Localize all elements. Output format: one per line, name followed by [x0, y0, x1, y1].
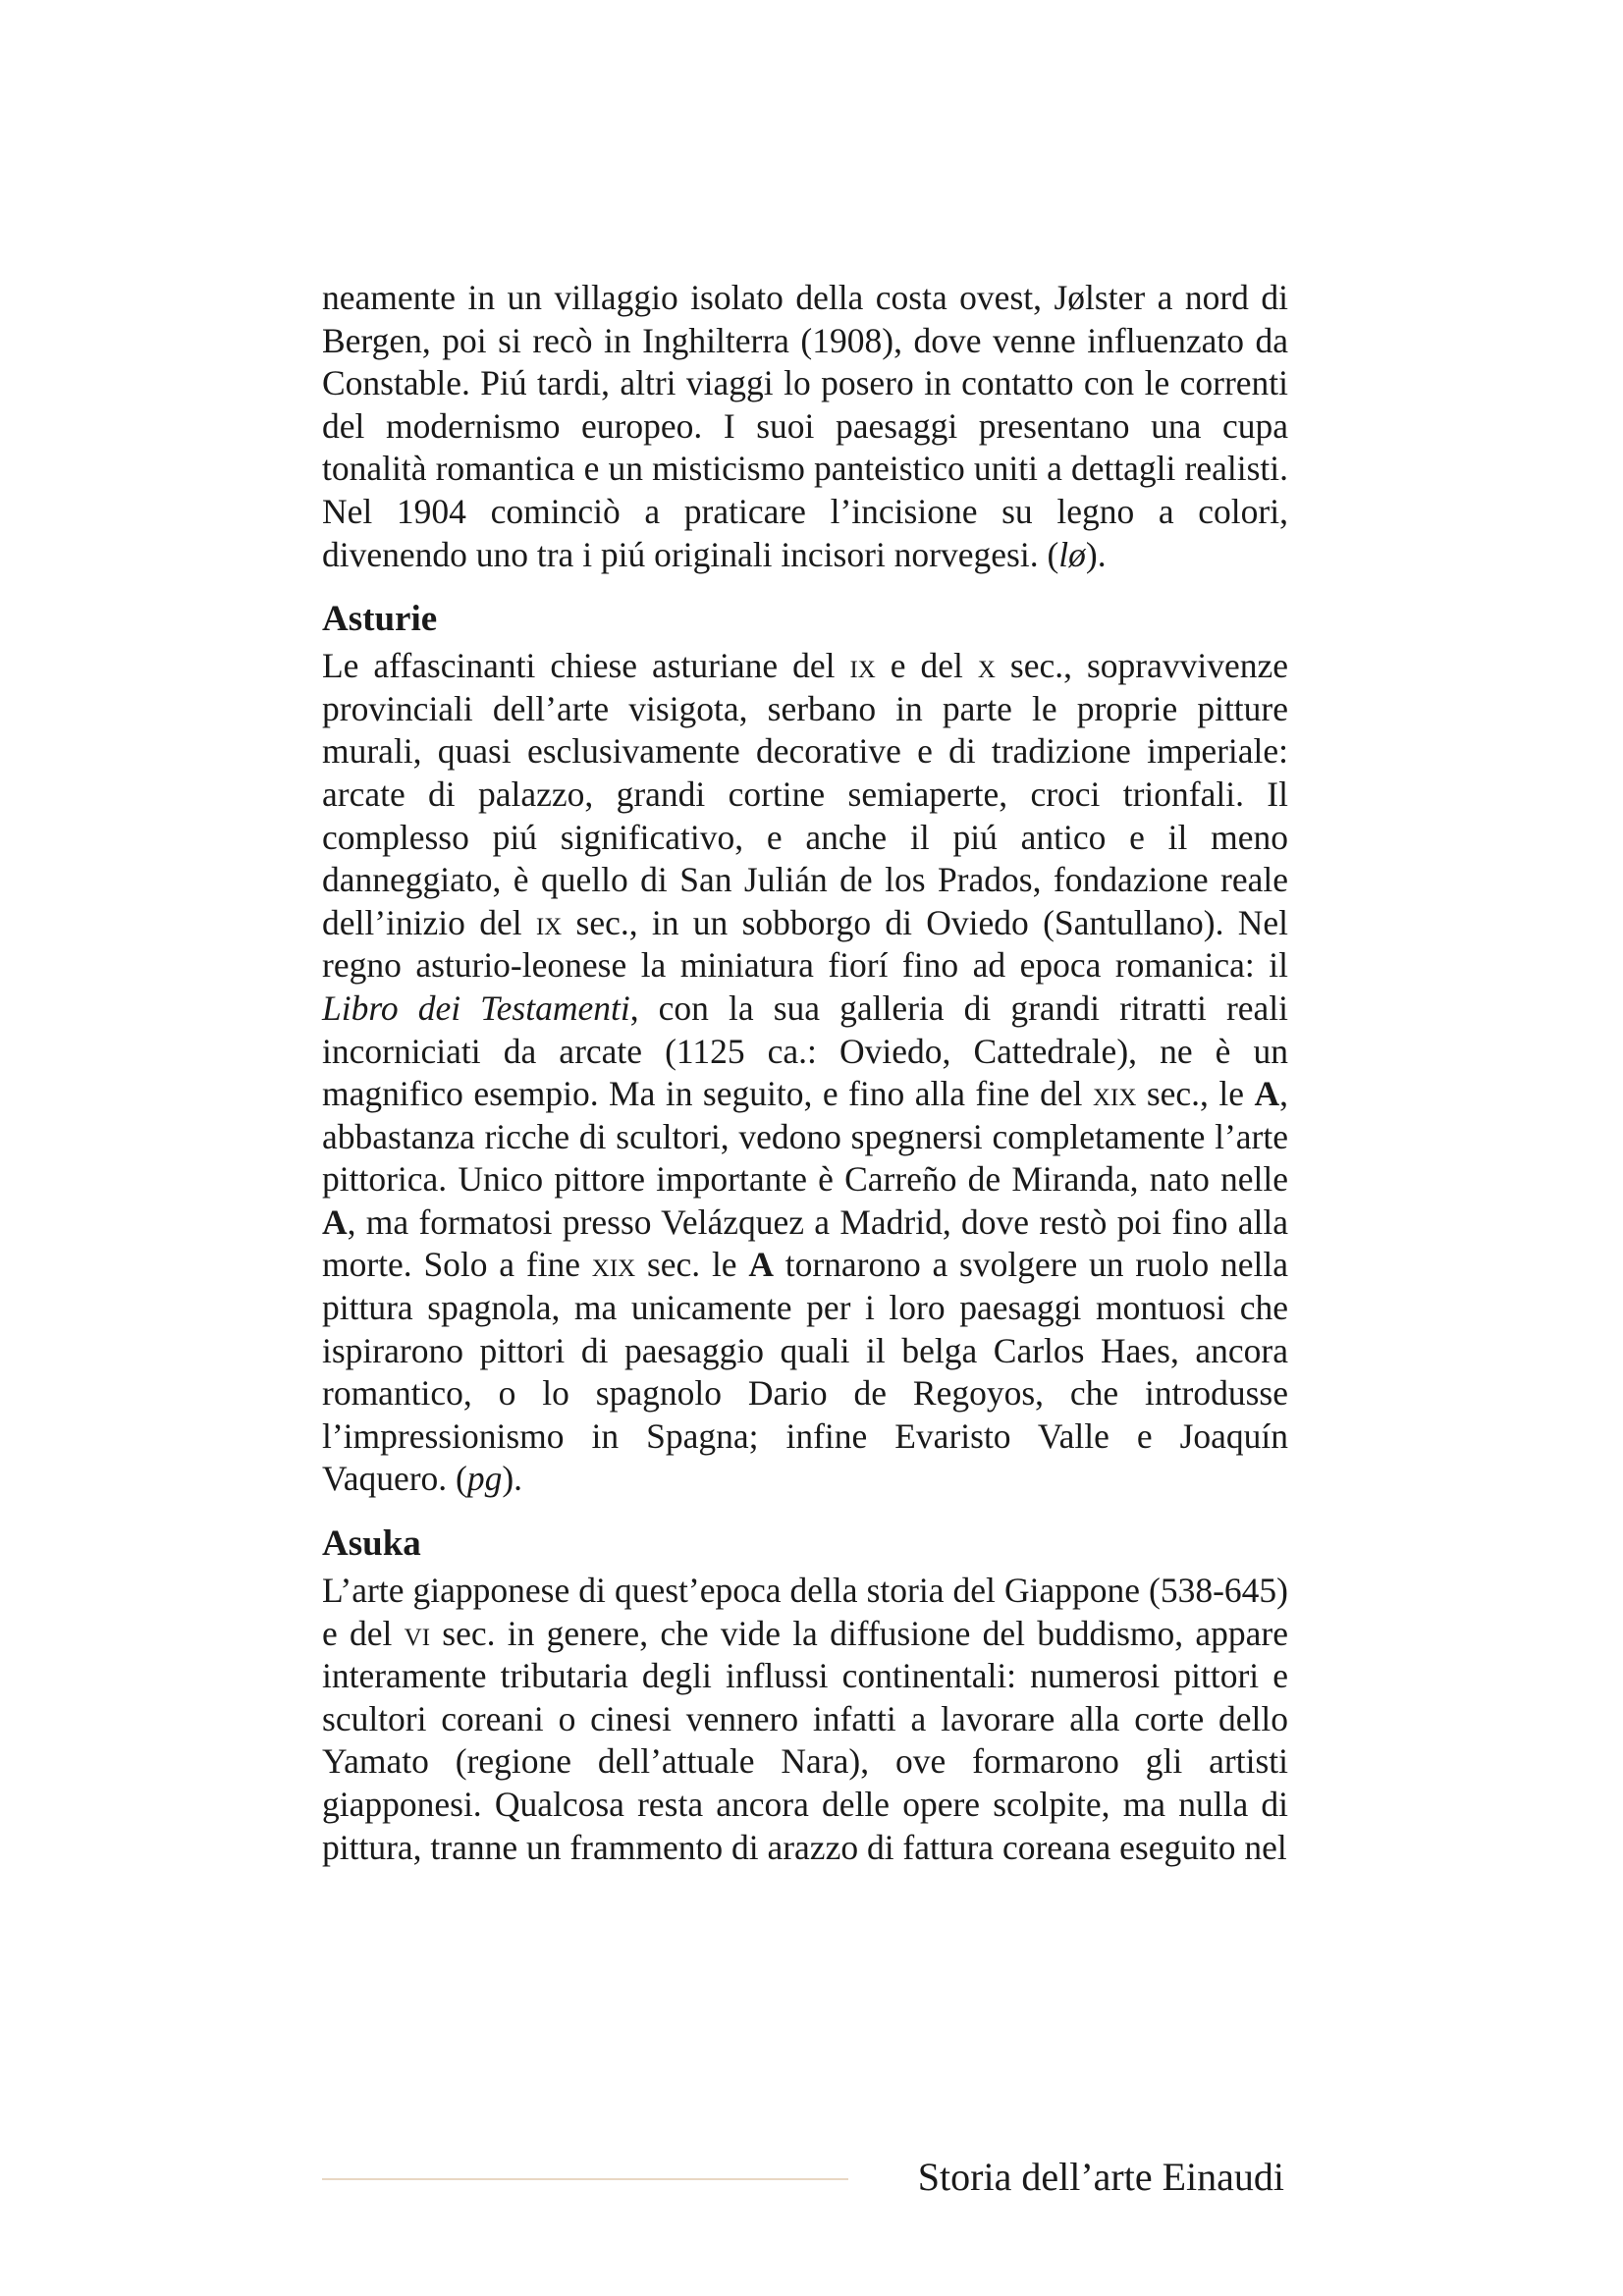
entry-heading-asturie: Asturie [322, 599, 438, 640]
text-segment: sec. le [635, 1245, 749, 1285]
text-segment: sec., in un sobborgo di Oviedo (Santullano). Nel regno asturio-leonese la miniatura fiorí fino ad epoca romanica: il [322, 902, 1288, 986]
paragraph-end: ). [1085, 534, 1107, 574]
author-signature: pg [466, 1459, 503, 1499]
entry-body-asuka [322, 1570, 1288, 1869]
text-segment: , ma formatosi presso Velázquez a Madrid, dove restò poi fino alla morte. Solo a fine [322, 1201, 1288, 1285]
entry-heading-asuka: Asuka [322, 1523, 421, 1565]
text-segment: , abbastanza ricche di scultori, vedono spegnersi completamente l’arte pittorica. Unico pittore importante è Carreño de Miranda, nato nelle [322, 1074, 1289, 1200]
entry-abbreviation: A [748, 1245, 774, 1285]
roman-numeral: ix [535, 902, 563, 942]
roman-numeral: xix [1092, 1074, 1137, 1114]
text-column [322, 277, 1288, 1869]
footer-publication-title: Storia dell’arte Einaudi [917, 2155, 1284, 2199]
paragraph-end: ). [502, 1459, 523, 1499]
author-signature: lø [1058, 534, 1086, 574]
text-segment: , con la sua galleria di grandi ritratti reali incorniciati da arcate (1125 ca.: Oviedo, Cattedrale), ne è un magnifico esempio. Ma in seguito, e fino alla fine del [322, 988, 1289, 1114]
roman-numeral: x [977, 646, 996, 686]
roman-numeral: ix [849, 646, 876, 686]
continuation-paragraph [322, 277, 1288, 576]
footer-rule [322, 2178, 848, 2180]
entry-abbreviation: A [1254, 1074, 1280, 1114]
book-title: Libro dei Testamenti [322, 988, 630, 1028]
roman-numeral: vi [404, 1613, 431, 1653]
text-segment: sec. in genere, che vide la diffusione del buddismo, appare interamente tributaria degli influssi continentali: numerosi pittori e scultori coreani o cinesi vennero infatti a lavorare alla corte dello Yamato (regione dell’attuale Nara), ove formarono gli artisti giapponesi. Qualcosa resta ancora delle opere scolpite, ma nulla di pittura, tranne un frammento di arazzo di fattura coreana eseguito nel [322, 1613, 1288, 1867]
text-segment: sec., le [1136, 1074, 1255, 1114]
text-segment: L’arte giapponese di quest’epoca della storia del Giappone (538-645) e del [322, 1571, 1288, 1653]
text-segment: Le affascinanti chiese asturiane del [322, 646, 850, 686]
text-segment: sec., sopravvivenze provinciali dell’arte visigota, serbano in parte le proprie pitture murali, quasi esclusivamente decorative e di tradizione imperiale: arcate di palazzo, grandi cortine semiaperte, croci trionfali. Il complesso piú significativo, e anche il piú antico e il meno danneggiato, è quello di San Julián de los Prados, fondazione reale dell’inizio del [322, 646, 1288, 942]
entry-body-asturie [322, 645, 1288, 1501]
paragraph-text: neamente in un villaggio isolato della costa ovest, Jølster a nord di Bergen, poi si recò in Inghilterra (1908), dove venne influenzato da Constable. Piú tardi, altri viaggi lo posero in contatto con le correnti del modernismo europeo. I suoi paesaggi presentano una cupa tonalità romantica e un misticismo panteistico uniti a dettagli realisti. Nel 1904 cominciò a praticare l’incisione su legno a colori, divenendo uno tra i piú originali incisori norvegesi. ( [322, 278, 1288, 574]
roman-numeral: xix [591, 1245, 636, 1285]
text-segment: tornarono a svolgere un ruolo nella pittura spagnola, ma unicamente per i loro paesaggi montuosi che ispirarono pittori di paesaggio quali il belga Carlos Haes, ancora romantico, o lo spagnolo Dario de Regoyos, che introdusse l’impressionismo in Spagna; infine Evaristo Valle e Joaquín Vaquero. ( [322, 1245, 1288, 1499]
entry-abbreviation: A [322, 1201, 348, 1242]
text-segment: e del [875, 646, 978, 686]
